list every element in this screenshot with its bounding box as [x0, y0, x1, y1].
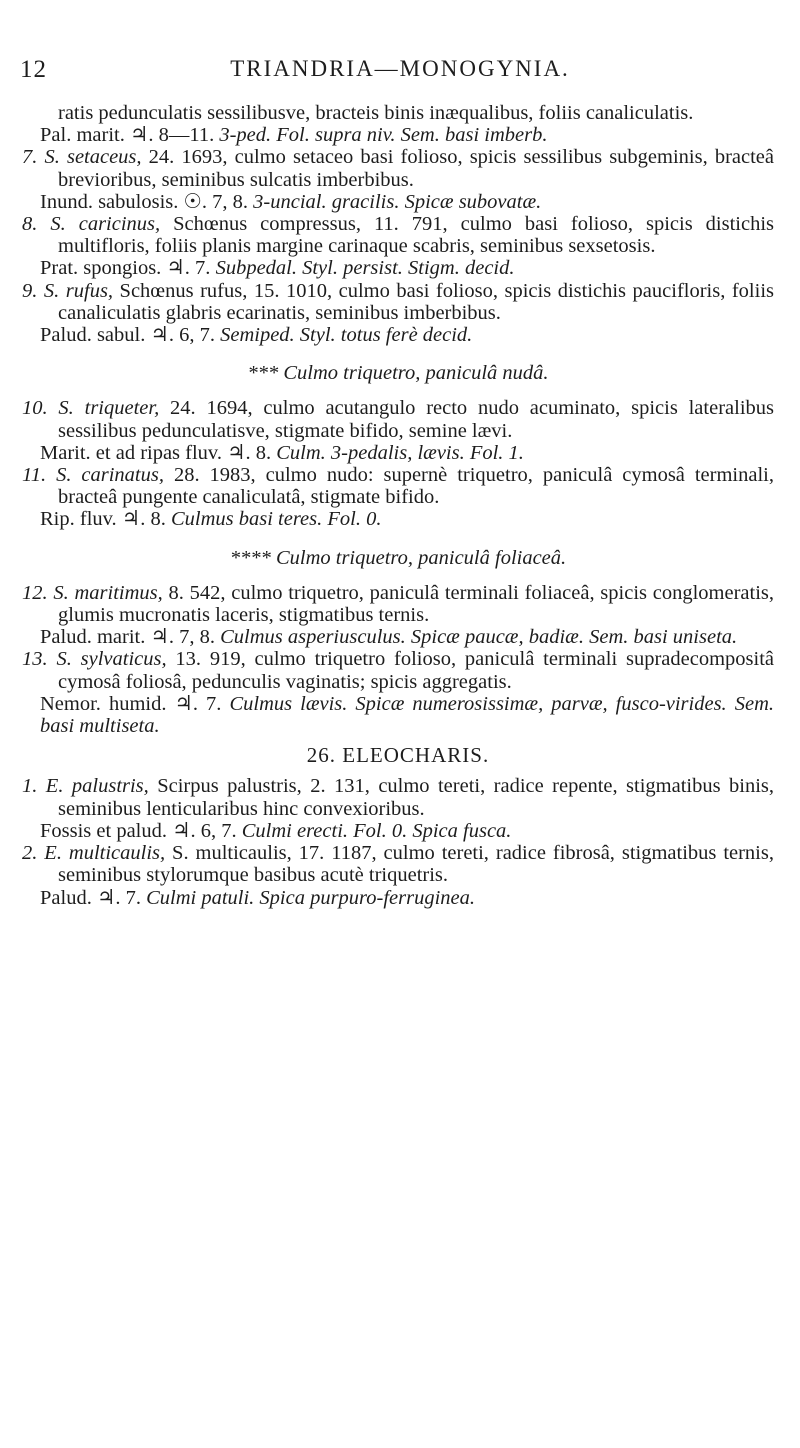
- species-name: 12. S. maritimus,: [22, 581, 163, 604]
- species-name: 8. S. caricinus,: [22, 213, 161, 236]
- species-entry: 2. E. multicaulis, S. multicaulis, 17. 1187, culmo tereti, radice fibrosâ, stigmatibus ternis, seminibus stylorumque basibus acutè triquetris.: [22, 842, 774, 887]
- habitat-line: Rip. fluv. ♃. 8. Culmus basi teres. Fol. 0.: [40, 508, 382, 531]
- species-name: 9. S. rufus,: [22, 279, 114, 302]
- species-name: 13. S. sylvaticus,: [22, 648, 167, 671]
- section-heading: *** Culmo triquetro, paniculâ nudâ.: [247, 362, 549, 385]
- entry-continuation: ratis pedunculatis sessilibusve, bracteis binis inæqualibus, foliis canaliculatis.: [58, 102, 694, 124]
- species-entry: 11. S. carinatus, 28. 1983, culmo nudo: supernè triquetro, paniculâ cymosâ terminali, bracteâ pungente canaliculatâ, stigmate bifido.: [22, 464, 774, 509]
- species-name: 1. E. palustris,: [22, 775, 149, 798]
- habitat-line: Palud. sabul. ♃. 6, 7. Semiped. Styl. totus ferè decid.: [40, 324, 473, 347]
- species-entry: 8. S. caricinus, Schœnus compressus, 11. 791, culmo basi folioso, spicis distichis multifloris, foliis planis margine carinaque scabris, seminibus sexsetosis.: [22, 213, 774, 258]
- habitat-line: Marit. et ad ripas fluv. ♃. 8. Culm. 3-pedalis, lævis. Fol. 1.: [40, 441, 524, 464]
- habitat-line: Fossis et palud. ♃. 6, 7. Culmi erecti. Fol. 0. Spica fusca.: [40, 819, 512, 842]
- species-name: 11. S. carinatus,: [22, 464, 164, 487]
- section-heading: **** Culmo triquetro, paniculâ foliaceâ.: [229, 546, 567, 569]
- species-name: 2. E. multicaulis,: [22, 842, 166, 865]
- habitat-line: Palud. marit. ♃. 7, 8. Culmus asperiusculus. Spicæ paucæ, badiæ. Sem. basi uniseta.: [40, 626, 738, 649]
- running-head: TRIANDRIA—MONOGYNIA.: [230, 56, 570, 81]
- genus-heading: 26. ELEOCHARIS.: [306, 743, 490, 768]
- species-entry: 1. E. palustris, Scirpus palustris, 2. 131, culmo tereti, radice repente, stigmatibus binis, seminibus lenticularibus hinc convexioribus.: [22, 775, 775, 820]
- species-name: 7. S. setaceus,: [22, 146, 142, 169]
- habitat-line: Prat. spongios. ♃. 7. Subpedal. Styl. persist. Stigm. decid.: [40, 257, 515, 280]
- species-entry: 13. S. sylvaticus, 13. 919, culmo triquetro folioso, paniculâ terminali supradecompositâ cymosâ foliosâ, pedunculis vaginatis; spicis aggregatis.: [22, 648, 775, 693]
- habitat-line: Inund. sabulosis. ☉. 7, 8. 3-uncial. gracilis. Spicæ subovatæ.: [40, 190, 542, 213]
- page-number: 12: [20, 56, 47, 83]
- habitat-line: Pal. marit. ♃. 8—11. 3-ped. Fol. supra niv. Sem. basi imberb.: [40, 124, 548, 147]
- page-header: [0, 56, 800, 86]
- species-entry: 7. S. setaceus, 24. 1693, culmo setaceo basi folioso, spicis sessilibus subgeminis, bracteâ brevioribus, seminibus sulcatis imberbibus.: [22, 146, 774, 191]
- species-name: 10. S. triqueter,: [22, 397, 160, 420]
- species-entry: 12. S. maritimus, 8. 542, culmo triquetro, paniculâ terminali foliaceâ, spicis conglomeratis, glumis mucronatis laceris, stigmatibus ternis.: [22, 581, 774, 627]
- habitat-line: Palud. ♃. 7. Culmi patuli. Spica purpuro-ferruginea.: [40, 886, 476, 909]
- habitat-line: Nemor. humid. ♃. 7. Culmus lævis. Spicæ numerosissimæ, parvæ, fusco-virides. Sem. basi multiseta.: [40, 692, 774, 738]
- page-body: [22, 102, 774, 909]
- species-entry: 10. S. triqueter, 24. 1694, culmo acutangulo recto nudo acuminato, spicis lateralibus sessilibus pedunculatisve, stigmate bifido, semine lævi.: [22, 397, 774, 442]
- species-entry: 9. S. rufus, Schœnus rufus, 15. 1010, culmo basi folioso, spicis distichis paucifloris, foliis canaliculatis glabris ecarinatis, seminibus imberbibus.: [22, 279, 774, 324]
